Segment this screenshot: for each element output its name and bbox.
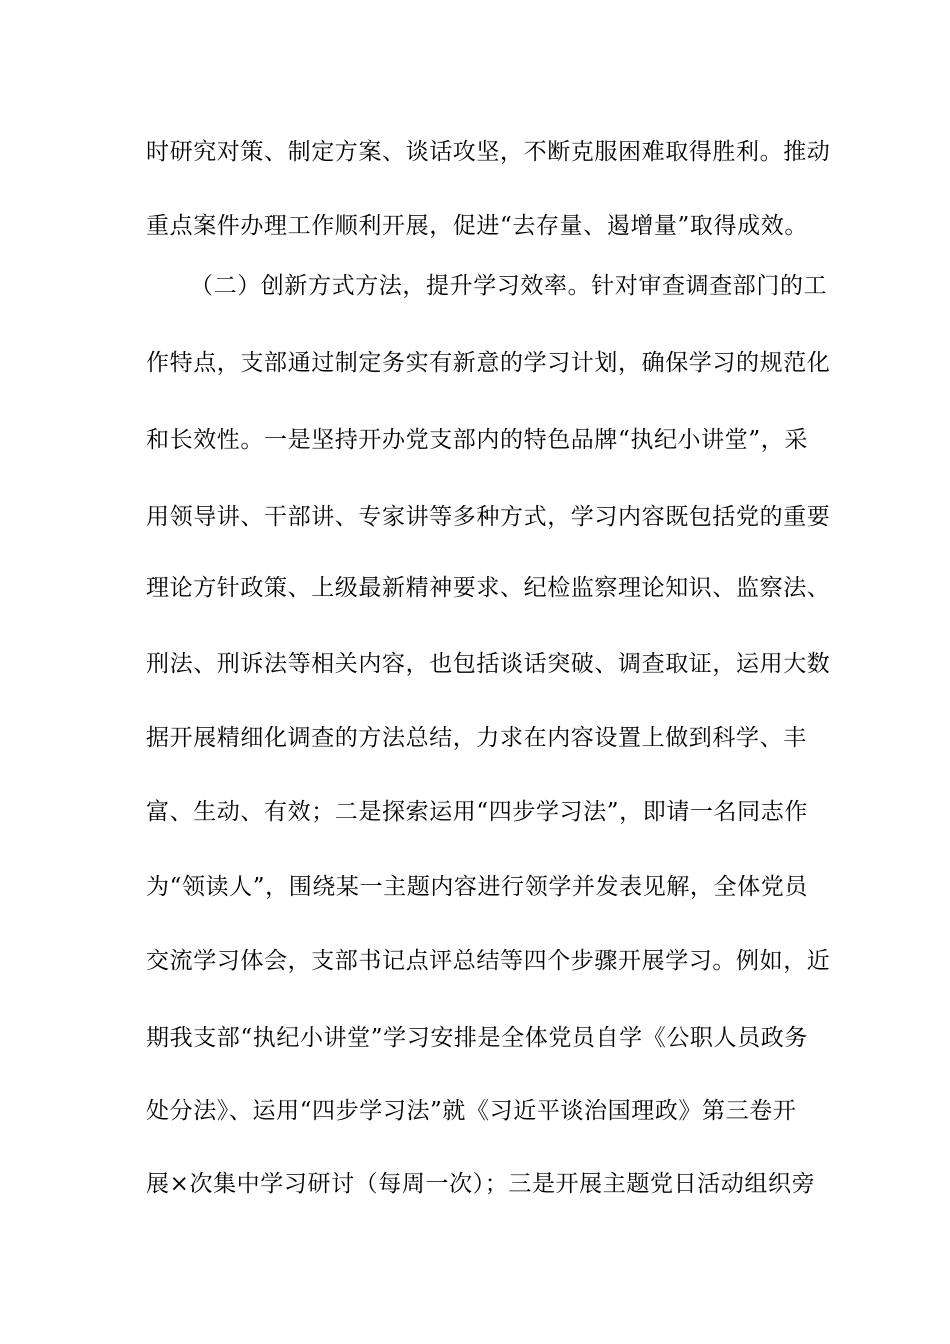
text-line-12: 交流学习体会，支部书记点评总结等四个步骤开展学习。例如，近	[146, 948, 831, 974]
text-line-5: 和长效性。一是坚持开办党支部内的特色品牌“执纪小讲堂”，采	[146, 427, 808, 453]
text-line-11: 为“领读人”，围绕某一主题内容进行领学并发表见解，全体党员	[146, 874, 808, 900]
text-line-13: 期我支部“执纪小讲堂”学习安排是全体党员自学《公职人员政务	[146, 1025, 808, 1051]
section-heading-line: （二）创新方式方法，提升学习效率。针对审查调查部门的工	[190, 273, 828, 299]
text-line-8: 刑法、刑诉法等相关内容，也包括谈话突破、调查取证，运用大数	[146, 651, 831, 677]
text-line-9: 据开展精细化调查的方法总结，力求在内容设置上做到科学、丰	[146, 725, 807, 751]
text-line-2: 重点案件办理工作顺利开展，促进“去存量、遏增量”取得成效。	[146, 213, 808, 239]
text-line-15: 展×次集中学习研讨（每周一次）；三是开展主题党日活动组织旁	[146, 1171, 816, 1197]
text-line-1: 时研究对策、制定方案、谈话攻坚，不断克服困难取得胜利。推动	[146, 139, 831, 165]
text-line-6: 用领导讲、干部讲、专家讲等多种方式，学习内容既包括党的重要	[146, 504, 831, 530]
text-line-7: 理论方针政策、上级最新精神要求、纪检监察理论知识、监察法、	[146, 575, 831, 601]
text-line-10: 富、生动、有效；二是探索运用“四步学习法”，即请一名同志作	[146, 799, 808, 825]
text-line-4: 作特点，支部通过制定务实有新意的学习计划，确保学习的规范化	[146, 350, 831, 376]
text-line-14: 处分法》、运用“四步学习法”就《习近平谈治国理政》第三卷开	[146, 1098, 797, 1124]
